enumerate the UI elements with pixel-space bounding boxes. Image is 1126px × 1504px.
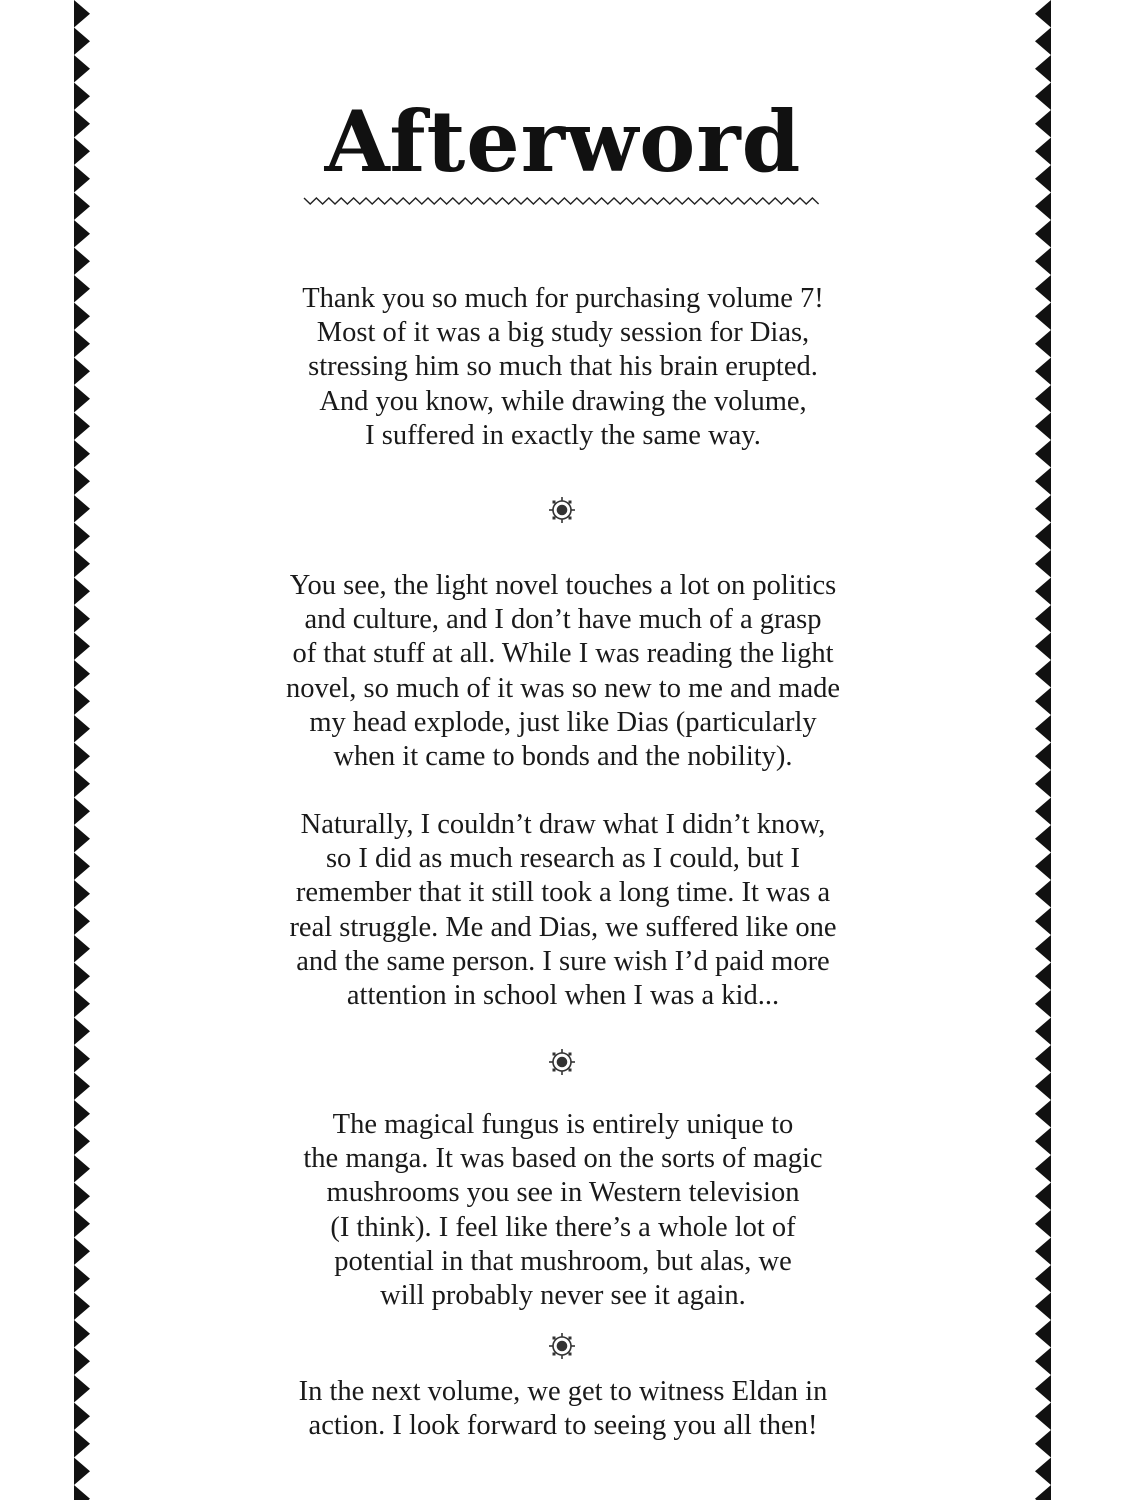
paragraph-line: And you know, while drawing the volume, [319,385,807,417]
paragraph-line: novel, so much of it was so new to me and made [285,672,841,704]
paragraph-line: The magical fungus is entirely unique to [332,1109,794,1140]
paragraph-line: so I did as much research as I could, but I [325,843,801,875]
compass-ornament-icon [547,495,577,525]
paragraph-4 [160,1108,966,1313]
paragraph-line: the manga. It was based on the sorts of magic [303,1143,823,1175]
paragraph-line: of that stuff at all. While I was reading the light [292,638,834,670]
paragraph-line: stressing him so much that his brain erupted. [308,351,818,383]
right-sawtooth-border [1033,0,1051,1500]
paragraph-2 [160,569,966,774]
paragraph-line: action. I look forward to seeing you all then! [308,1410,818,1442]
paragraph-line: and culture, and I don’t have much of a grasp [304,604,822,636]
paragraph-line: will probably never see it again. [380,1280,746,1312]
compass-ornament-icon [547,1331,577,1361]
paragraph-line: Naturally, I couldn’t draw what I didn’t know, [300,809,826,840]
paragraph-line: Thank you so much for purchasing volume 7! [302,283,824,314]
paragraph-line: potential in that mushroom, but alas, we [334,1245,792,1277]
paragraph-line: mushrooms you see in Western television [326,1177,800,1209]
compass-ornament-icon [547,1047,577,1077]
paragraph-line: (I think). I feel like there’s a whole lot of [330,1211,796,1243]
paragraph-3 [160,808,966,1013]
paragraph-5 [160,1375,966,1443]
paragraph-line: and the same person. I sure wish I’d paid more [296,945,830,977]
paragraph-line: real struggle. Me and Dias, we suffered like one [289,911,837,943]
title-zigzag-divider [303,193,823,207]
paragraph-line: Most of it was a big study session for Dias, [316,317,810,349]
paragraph-line: I suffered in exactly the same way. [365,419,761,451]
paragraph-line: remember that it still took a long time. It was a [295,877,831,909]
left-sawtooth-border [74,0,92,1500]
paragraph-1 [160,282,966,453]
paragraph-line: when it came to bonds and the nobility). [333,741,793,773]
paragraph-line: my head explode, just like Dias (particularly [309,706,817,738]
paragraph-line: You see, the light novel touches a lot on politics [289,570,837,601]
paragraph-line: In the next volume, we get to witness Eldan in [298,1376,828,1407]
paragraph-line: attention in school when I was a kid... [346,980,780,1012]
page-title: Afterword [324,92,802,191]
